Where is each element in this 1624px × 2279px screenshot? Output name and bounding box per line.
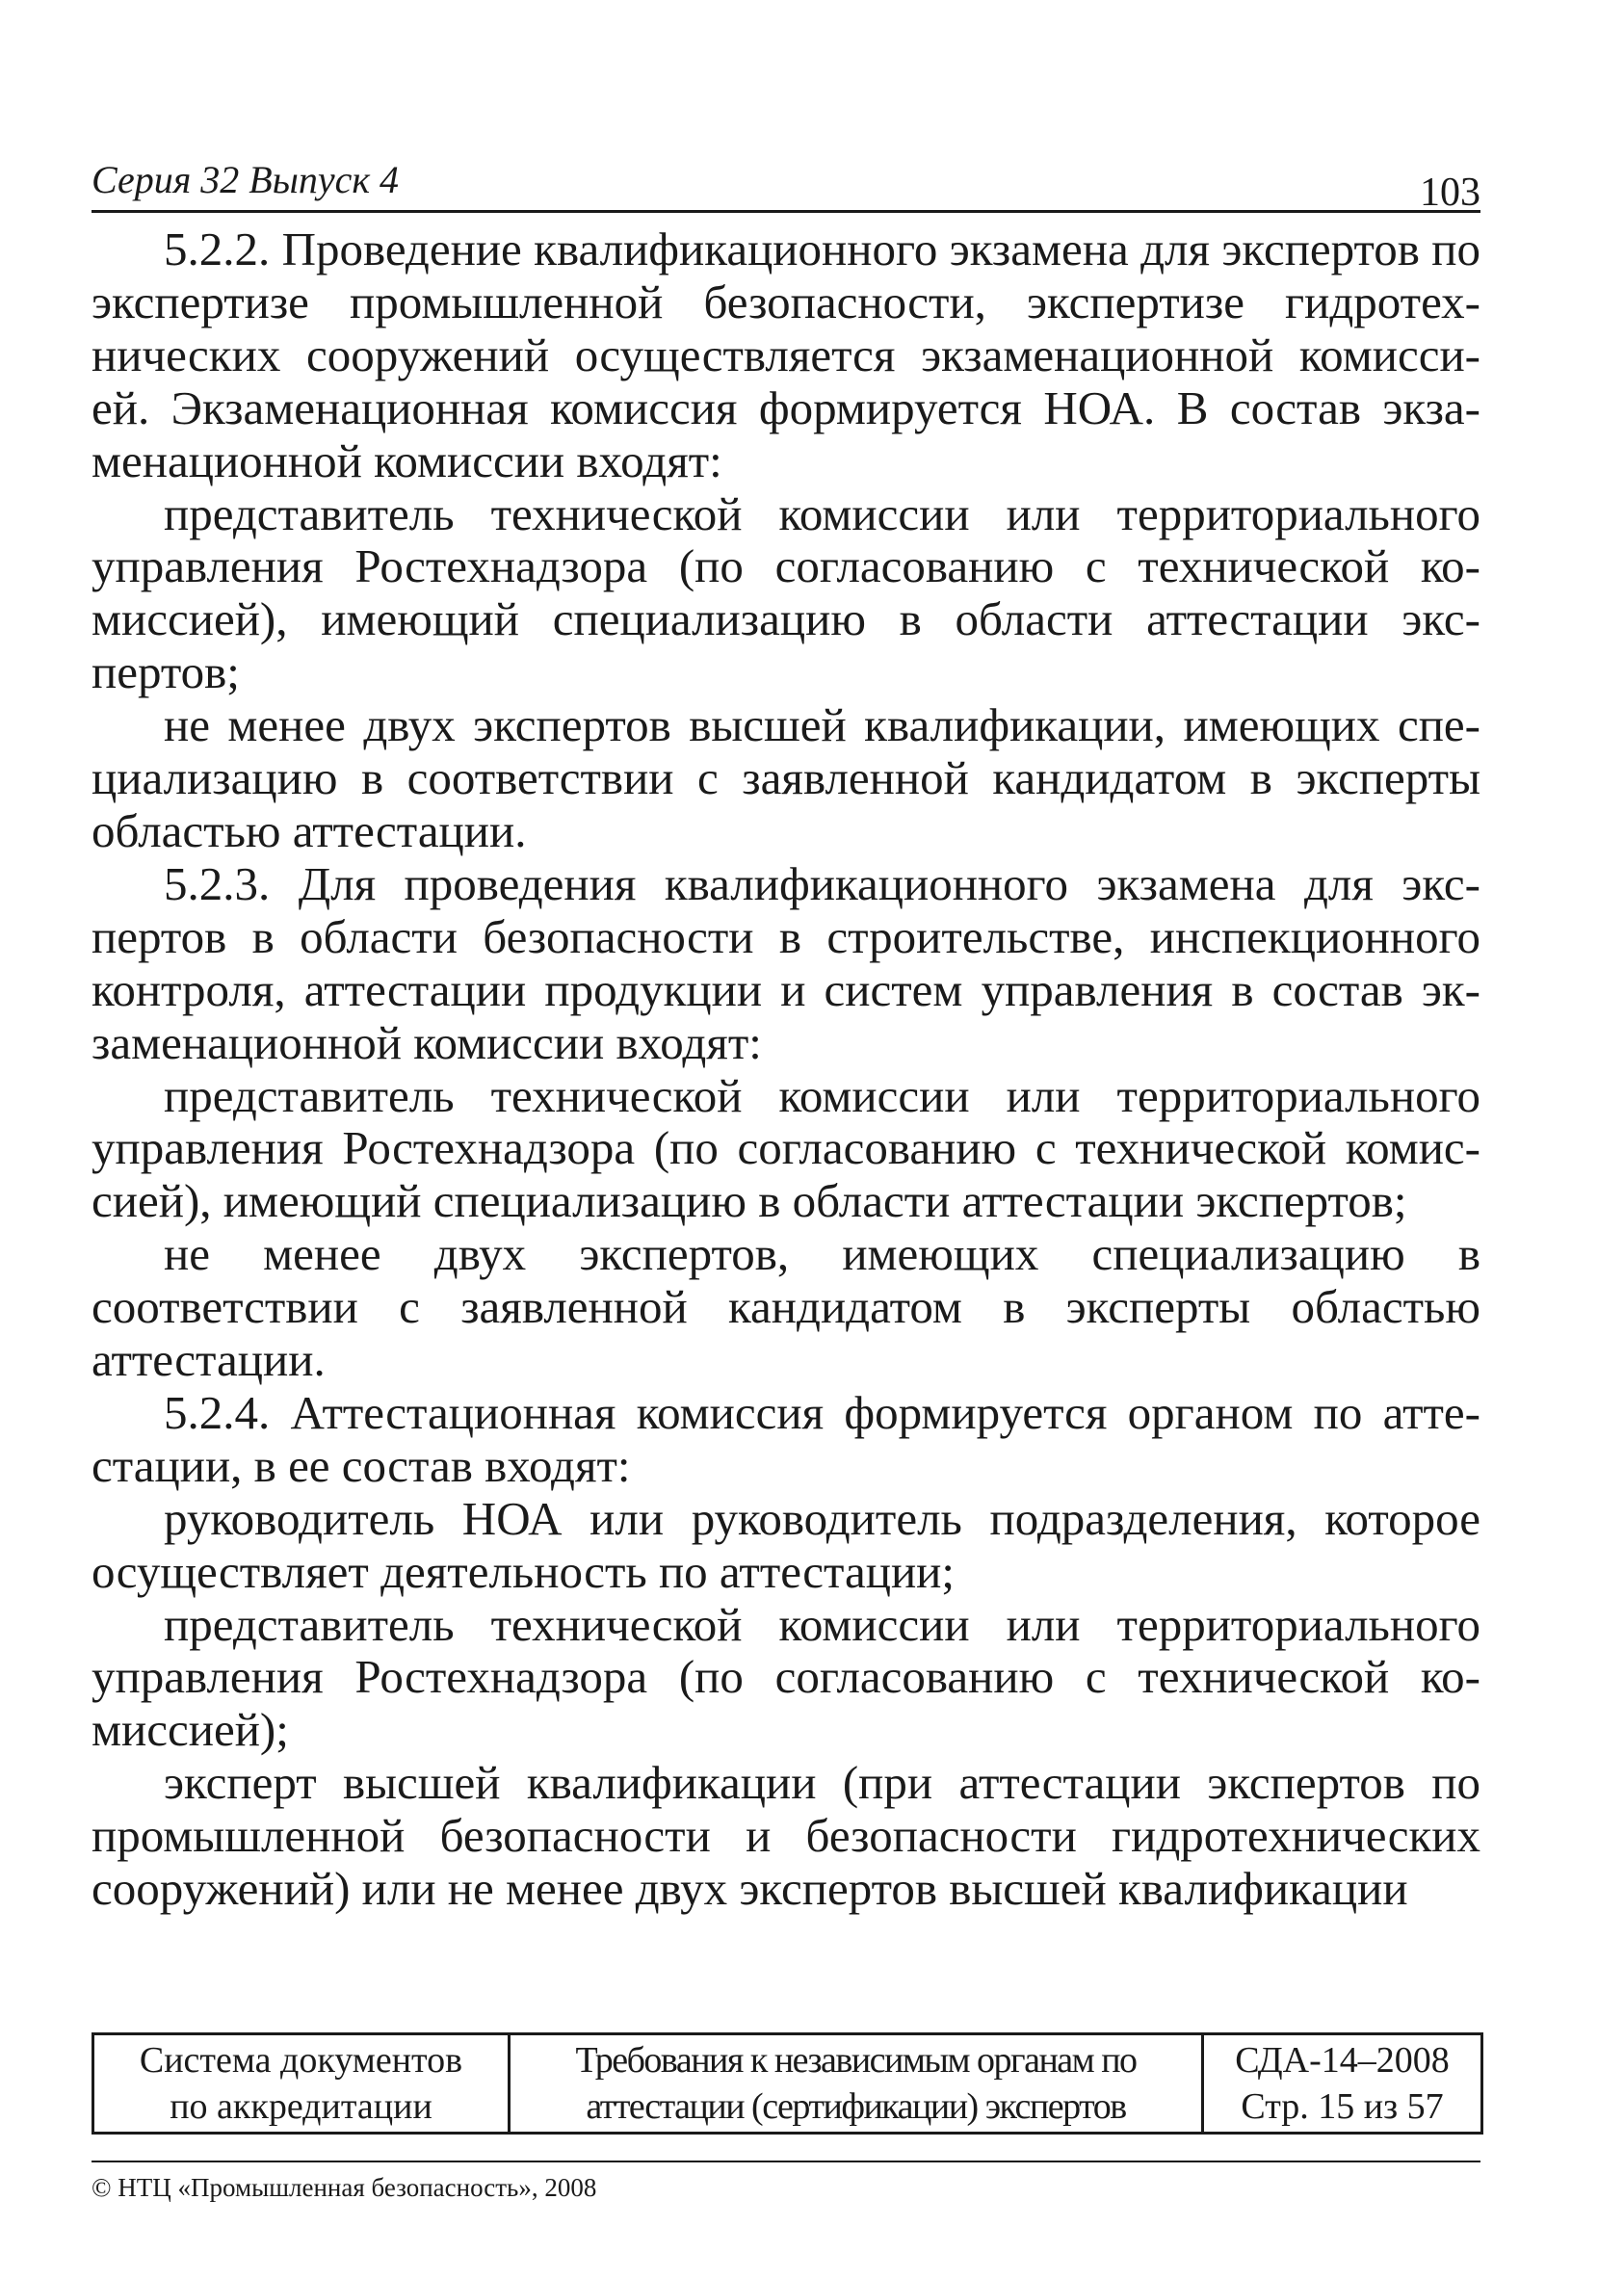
document-system-line2: по аккредитации (170, 2086, 432, 2127)
document-info-table (92, 2032, 1483, 2135)
document-title-cell (510, 2034, 1203, 2134)
document-title-line2: аттестации (сертификации) экспертов (586, 2086, 1126, 2127)
paragraph: не менее двух экспертов высшей квалификации, имеющих спе-циализацию в соответствии с заявленной кандидатом в эксперты областью аттестации. (92, 698, 1480, 857)
paragraph: представитель технической комиссии или территориального управления Ростехнадзора (по согласованию с технической ко-миссией), имеющий специализацию в области аттестации экс-пертов; (92, 486, 1480, 699)
document-system-line1: Система документов (139, 2040, 463, 2081)
paragraph-5-2-3: 5.2.3. Для проведения квалификационного экзамена для экс-пертов в области безопасности в строительстве, инспекционного контроля, аттестации продукции и систем управления в состав эк-заменационной комиссии входят: (92, 856, 1480, 1069)
body-text (92, 223, 1480, 1916)
document-title-line1: Требования к независимым органам по (575, 2040, 1137, 2081)
page-number: 103 (1420, 170, 1480, 215)
paragraph: эксперт высшей квалификации (при аттестации экспертов по промышленной безопасности и безопасности гидротехнических сооружений) или не менее двух экспертов высшей квалификации (92, 1756, 1480, 1916)
page-count: Стр. 15 из 57 (1241, 2086, 1444, 2127)
paragraph: представитель технической комиссии или территориального управления Ростехнадзора (по согласованию с технической ко-миссией); (92, 1597, 1480, 1757)
paragraph-5-2-2: 5.2.2. Проведение квалификационного экзамена для экспертов по экспертизе промышленной безопасности, экспертизе гидротех-нических сооружений осуществляется экзаменационной комисси-ей. Экзаменационная комиссия формируется НОА. В состав экза-менационной комиссии входят: (92, 223, 1480, 487)
document-code: СДА-14–2008 (1235, 2040, 1450, 2081)
paragraph-5-2-4: 5.2.4. Аттестационная комиссия формируется органом по атте-стации, в ее состав входят: (92, 1385, 1480, 1492)
copyright-notice: © НТЦ «Промышленная безопасность», 2008 (92, 2173, 597, 2202)
paragraph: руководитель НОА или руководитель подразделения, которое осуществляет деятельность по аттестации; (92, 1491, 1480, 1598)
page-header (92, 144, 1480, 213)
document-code-cell (1203, 2034, 1482, 2134)
paragraph: не менее двух экспертов, имеющих специализацию в соответствии с заявленной кандидатом в эксперты областью аттестации. (92, 1227, 1480, 1387)
footer-divider (92, 2161, 1480, 2162)
paragraph: представитель технической комиссии или территориального управления Ростехнадзора (по согласованию с технической комис-сией), имеющий специализацию в области аттестации экспертов; (92, 1068, 1480, 1228)
series-title: Серия 32 Выпуск 4 (92, 158, 400, 201)
document-system-cell (93, 2034, 510, 2134)
